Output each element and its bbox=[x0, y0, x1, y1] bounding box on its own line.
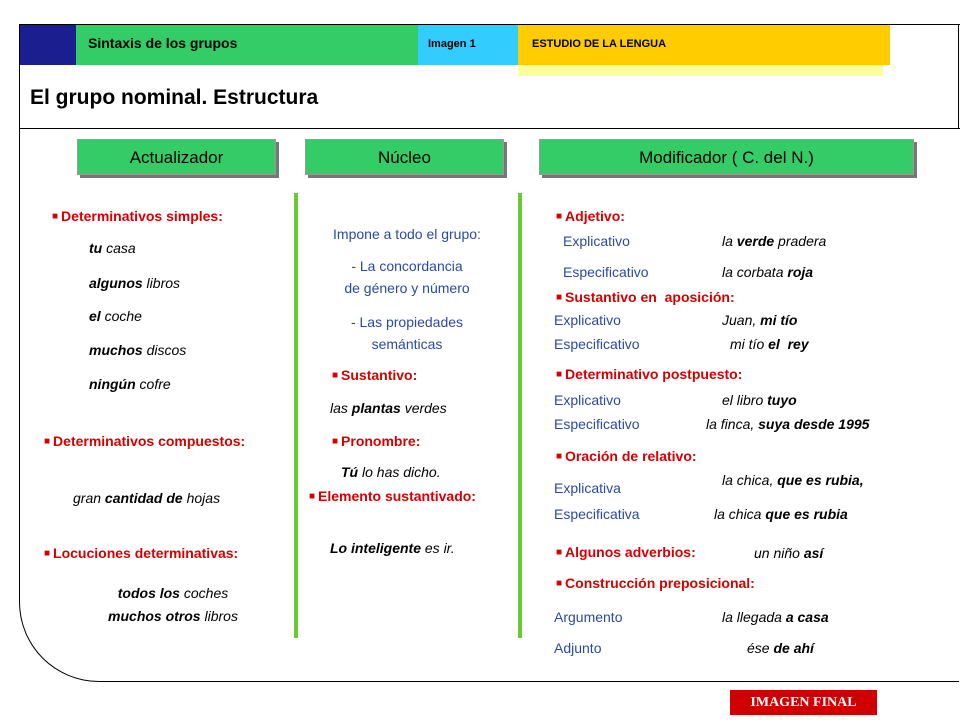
separator-left bbox=[294, 193, 298, 638]
header-blue-block bbox=[20, 25, 76, 65]
label-explicativo: Explicativo bbox=[554, 312, 621, 328]
nucleo-propiedades-detail: semánticas bbox=[371, 336, 443, 352]
example-compuesto: gran cantidad de hojas bbox=[73, 490, 221, 506]
heading-determinativo-postpuesto: ■ Determinativo postpuesto: bbox=[556, 366, 743, 382]
nucleo-propiedades: - Las propiedades bbox=[350, 314, 464, 330]
example-aposicion-especificativo: mi tío el rey bbox=[730, 336, 809, 352]
example-locucion: muchos otros libros bbox=[108, 608, 238, 624]
header-yellow-strip bbox=[518, 65, 883, 76]
label-argumento: Argumento bbox=[554, 609, 623, 625]
label-explicativo: Explicativo bbox=[554, 392, 621, 408]
heading-adverbios: ■ Algunos adverbios: bbox=[556, 544, 696, 560]
header-image-label: Imagen 1 bbox=[418, 25, 518, 65]
column-header-modificador: Modificador ( C. del N.) bbox=[539, 139, 914, 175]
example-simple: el coche bbox=[89, 308, 142, 324]
heading-oracion-relativo: ■ Oración de relativo: bbox=[556, 448, 697, 464]
label-especificativo: Especificativo bbox=[554, 416, 640, 432]
heading-pronombre: ■ Pronombre: bbox=[332, 433, 421, 449]
heading-adjetivo: ■ Adjetivo: bbox=[556, 208, 625, 224]
heading-determinativos-simples: ■ Determinativos simples: bbox=[52, 208, 223, 224]
example-postpuesto-explicativo: el libro tuyo bbox=[722, 392, 797, 408]
label-explicativo: Explicativo bbox=[563, 233, 630, 249]
heading-elemento-sustantivado: ■ Elemento sustantivado: bbox=[309, 488, 476, 504]
header-section: Sintaxis de los grupos bbox=[76, 25, 418, 65]
label-explicativa: Explicativa bbox=[554, 480, 621, 496]
heading-locuciones: ■ Locuciones determinativas: bbox=[44, 545, 239, 561]
label-especificativo: Especificativo bbox=[563, 264, 649, 280]
example-adjunto: ése de ahí bbox=[747, 640, 814, 656]
example-locucion: todos los coches bbox=[117, 585, 229, 601]
nucleo-concordancia: - La concordancia bbox=[351, 258, 463, 274]
example-relativo-especificativa: la chica que es rubia bbox=[714, 506, 848, 522]
nucleo-intro: Impone a todo el grupo: bbox=[333, 226, 481, 242]
nucleo-concordancia-detail: de género y número bbox=[344, 280, 470, 296]
example-argumento: la llegada a casa bbox=[722, 609, 829, 625]
column-header-actualizador: Actualizador bbox=[77, 139, 276, 175]
example-relativo-explicativa: la chica, que es rubia, bbox=[722, 472, 864, 488]
example-adjetivo-especificativo: la corbata roja bbox=[722, 264, 814, 280]
label-especificativa: Especificativa bbox=[554, 506, 640, 522]
imagen-final-badge[interactable]: IMAGEN FINAL bbox=[730, 690, 877, 715]
example-simple: tu casa bbox=[89, 240, 136, 256]
example-aposicion-explicativo: Juan, mi tío bbox=[722, 312, 798, 328]
heading-construccion-preposicional: ■ Construcción preposicional: bbox=[556, 575, 755, 591]
page-title: El grupo nominal. Estructura bbox=[30, 86, 319, 109]
heading-determinativos-compuestos: ■ Determinativos compuestos: bbox=[44, 433, 246, 449]
label-adjunto: Adjunto bbox=[554, 640, 602, 656]
heading-sustantivo: ■ Sustantivo: bbox=[332, 367, 418, 383]
example-adverbio: un niño así bbox=[754, 545, 824, 561]
example-simple: muchos discos bbox=[89, 342, 187, 358]
header-subject: ESTUDIO DE LA LENGUA bbox=[518, 25, 890, 65]
label-especificativo: Especificativo bbox=[554, 336, 640, 352]
title-divider bbox=[19, 128, 960, 129]
example-pronombre: Tú lo has dicho. bbox=[341, 464, 441, 480]
example-sustantivo: las plantas verdes bbox=[330, 400, 447, 416]
heading-aposicion: ■ Sustantivo en aposición: bbox=[556, 289, 735, 305]
separator-right bbox=[518, 193, 522, 638]
column-header-nucleo: Núcleo bbox=[305, 139, 504, 175]
example-postpuesto-especificativo: la finca, suya desde 1995 bbox=[706, 416, 870, 432]
example-adjetivo-explicativo: la verde pradera bbox=[722, 233, 827, 249]
example-simple: ningún cofre bbox=[89, 376, 171, 392]
example-elemento-sustantivado: Lo inteligente es ir. bbox=[330, 540, 455, 556]
example-simple: algunos libros bbox=[89, 275, 181, 291]
